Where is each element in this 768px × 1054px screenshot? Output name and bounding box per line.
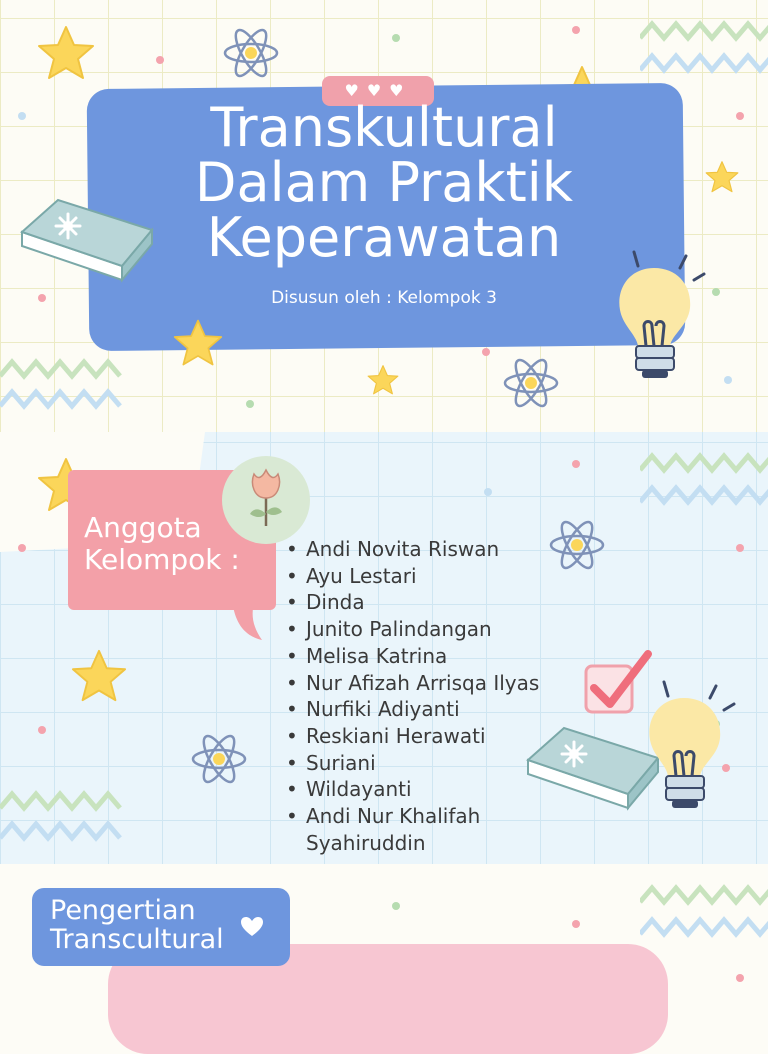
flower-icon (244, 466, 288, 530)
atom-icon (502, 354, 560, 412)
atom-icon (548, 520, 606, 570)
subtitle: Disusun oleh : Kelompok 3 (271, 288, 497, 308)
title-line: Transkultural (210, 96, 558, 159)
heading-line: Transcultural (50, 924, 224, 955)
page-title (100, 96, 668, 269)
members-heading (84, 512, 240, 576)
star-icon (172, 318, 224, 368)
heading-line: Pengertian (50, 895, 196, 926)
star-icon (36, 24, 96, 82)
list-item: • Wildayanti (284, 776, 539, 803)
heading-line: Kelompok : (84, 543, 240, 576)
member-list (284, 536, 539, 856)
list-item: • Nur Afizah Arrisqa Ilyas (284, 670, 539, 697)
list-item: • Junito Palindangan (284, 616, 539, 643)
slide-title (0, 0, 768, 432)
star-icon (704, 160, 740, 194)
definition-heading (50, 896, 224, 954)
list-item: • Ayu Lestari (284, 563, 539, 590)
heading-line: Anggota (84, 511, 202, 544)
list-item: • Nurfiki Adiyanti (284, 696, 539, 723)
list-item: • Dinda (284, 589, 539, 616)
atom-icon (190, 730, 248, 788)
list-item: • Reskiani Herawati (284, 723, 539, 750)
list-item: • Melisa Katrina (284, 643, 539, 670)
list-item: • Suriani (284, 750, 539, 777)
speech-tail (232, 598, 262, 642)
book-icon (18, 196, 154, 288)
hearts-tab: ♥♥♥ (322, 76, 434, 106)
title-line: Keperawatan (206, 206, 562, 269)
star-icon (366, 364, 400, 396)
heart-icon (240, 916, 264, 938)
atom-icon (222, 28, 280, 78)
title-line: Dalam Praktik (194, 151, 574, 214)
list-item: • Andi Novita Riswan (284, 536, 539, 563)
star-icon (70, 648, 128, 704)
lightbulb-icon (638, 678, 738, 818)
lightbulb-icon (608, 248, 708, 388)
list-item: • Andi Nur Khalifah (284, 803, 539, 830)
list-item: Syahiruddin (306, 830, 426, 855)
